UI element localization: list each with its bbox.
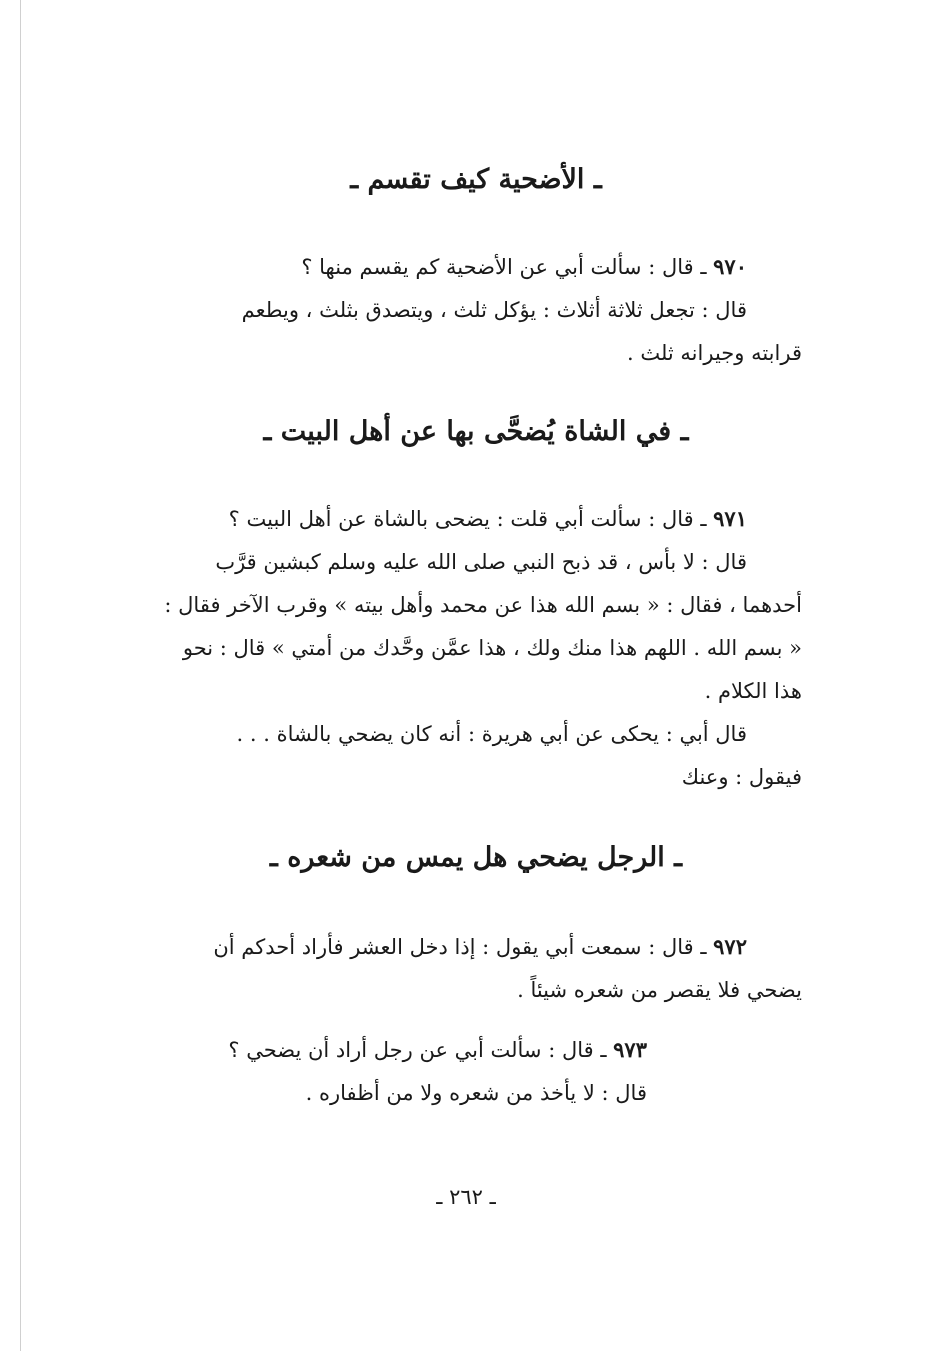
question-text: ـ قال : سمعت أبي يقول : إذا دخل العشر فأراد أحدكم أن: [213, 935, 714, 959]
entry-number: ٩٧٢: [713, 934, 747, 959]
note-line: فيقول : وعنك: [681, 765, 802, 789]
entry-question: [150, 928, 802, 966]
question-text: ـ قال : سألت أبي قلت : يضحى بالشاة عن أهل البيت ؟: [228, 507, 714, 531]
answer-line: قرابته وجيرانه ثلث .: [626, 341, 802, 365]
answer-line: قال : تجعل ثلاثة أثلاث : يؤكل ثلث ، ويتصدق بثلث ، ويطعم: [241, 298, 747, 322]
answer-line: « بسم الله . اللهم هذا منك ولك ، هذا عمَّن وحَّدك من أمتي » قال : نحو: [182, 636, 802, 660]
note-line: قال أبي : يحكى عن أبي هريرة : أنه كان يضحي بالشاة . . .: [236, 722, 747, 746]
answer-line: قال : لا بأس ، قد ذبح النبي صلى الله عليه وسلم كبشين قرَّب: [215, 550, 747, 574]
question-continuation: يضحي فلا يقصر من شعره شيئاً .: [517, 978, 802, 1002]
section-heading: ـ الرجل يضحي هل يمس من شعره ـ: [269, 842, 683, 873]
entry-971: [150, 500, 802, 796]
section-heading: ـ الأضحية كيف تقسم ـ: [350, 164, 602, 195]
entry-972: [150, 928, 802, 1009]
answer-line: قال : لا يأخذ من شعره ولا من أظفاره .: [305, 1081, 647, 1105]
page-content: [150, 150, 802, 1122]
entry-question: [150, 500, 802, 538]
entry-number: ٩٧٣: [613, 1037, 647, 1062]
question-text: ـ قال : سألت أبي عن رجل أراد أن يضحي ؟: [228, 1038, 614, 1062]
scan-edge-line: [20, 0, 21, 1351]
entry-970: [150, 248, 802, 372]
entry-973: [150, 1031, 802, 1112]
entry-number: ٩٧١: [713, 506, 747, 531]
answer-line: أحدهما ، فقال : « بسم الله هذا عن محمد وأهل بيته » وقرب الآخر فقال :: [164, 593, 802, 617]
page-number: ـ ٢٦٢ ـ: [436, 1185, 496, 1209]
question-text: ـ قال : سألت أبي عن الأضحية كم يقسم منها ؟: [301, 255, 714, 279]
answer-line: هذا الكلام .: [704, 679, 802, 703]
entry-number: ٩٧٠: [713, 254, 747, 279]
section-heading: ـ في الشاة يُضحَّى بها عن أهل البيت ـ: [263, 416, 689, 447]
entry-question: [150, 1031, 647, 1069]
entry-question: [150, 248, 802, 286]
